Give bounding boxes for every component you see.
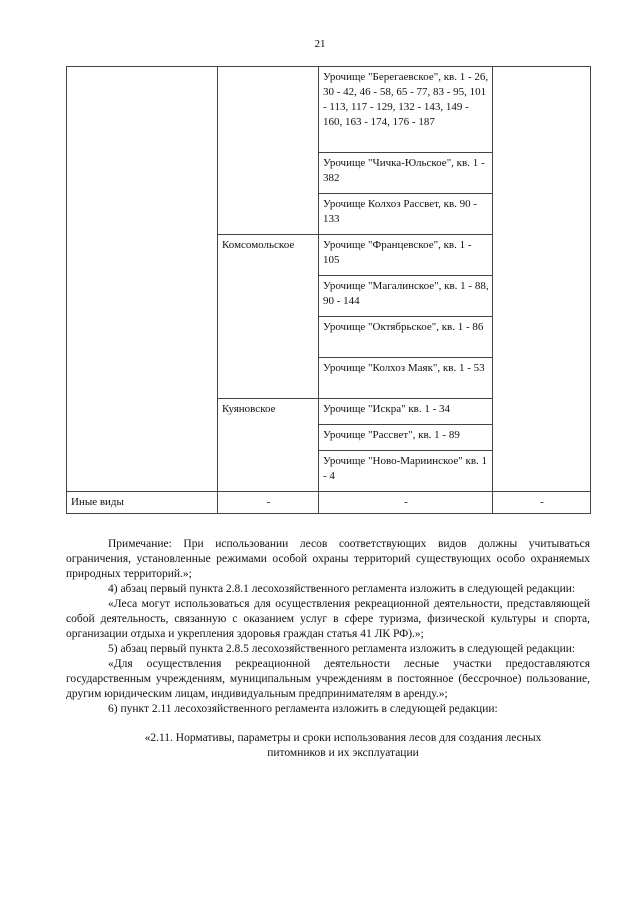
table-cell-type — [67, 67, 218, 492]
section-heading — [66, 731, 590, 761]
page-number: 21 — [314, 38, 326, 50]
table-cell-tract: Урочище Колхоз Рассвет, кв. 90 - 133 — [319, 194, 493, 235]
amendment-paragraph: 5) абзац первый пункта 2.8.5 лесохозяйственного регламента изложить в следующей редакции: — [108, 643, 576, 655]
table-cell-tract: Урочище "Колхоз Маяк", кв. 1 - 53 — [319, 358, 493, 399]
table-cell-type: Иные виды — [67, 492, 218, 514]
table-cell-tract: Урочище "Рассвет", кв. 1 - 89 — [319, 425, 493, 451]
table-cell-tract: Урочище "Октябрьское", кв. 1 - 86 — [319, 317, 493, 358]
quoted-paragraph: «Леса могут использоваться для осуществления рекреационной деятельности, представляющей собой деятельность, связанную с оказанием услуг в сфере туризма, физической культуры и спорта, организации отдыха и укрепления здоровья граждан статья 41 ЛК РФ).»; — [66, 598, 590, 640]
table-cell-tract: Урочище "Искра" кв. 1 - 34 — [319, 399, 493, 425]
amendment-paragraph: 6) пункт 2.11 лесохозяйственного регламента изложить в следующей редакции: — [108, 703, 498, 715]
quoted-paragraph: «Для осуществления рекреационной деятельности лесные участки предоставляются государственным учреждениям, муниципальным учреждениям в постоянное (бессрочное) пользование, другим юридическим лицам, индивидуальным предпринимателям в аренду.»; — [66, 658, 590, 700]
table-cell-district: Куяновское — [218, 399, 319, 492]
table-cell-tract: Урочище "Францевское", кв. 1 - 105 — [319, 235, 493, 276]
table-cell-tract: Урочище "Ново-Мариинское" кв. 1 - 4 — [319, 451, 493, 492]
section-heading-line: «2.11. Нормативы, параметры и сроки использования лесов для создания лесных — [144, 732, 542, 744]
table-cell-dash: - — [218, 492, 319, 514]
table-row — [67, 67, 591, 153]
table-cell-district: Комсомольское — [218, 235, 319, 399]
table-cell-dash: - — [493, 492, 591, 514]
table-cell-tract: Урочище "Берегаевское", кв. 1 - 26, 30 - 42, 46 - 58, 65 - 77, 83 - 95, 101 - 113, 117 - 129, 132 - 143, 149 - 160, 163 - 174, 176 - 187 — [319, 67, 493, 153]
table-cell-tract: Урочище "Магалинское", кв. 1 - 88, 90 - 144 — [319, 276, 493, 317]
note-paragraph: Примечание: При использовании лесов соответствующих видов должны учитываться ограничения, установленные режимами особой охраны территорий существующих особо охраняемых природных территорий.»; — [66, 538, 590, 580]
table-cell-tract: Урочище "Чичка-Юльское", кв. 1 - 382 — [319, 153, 493, 194]
forest-use-table — [66, 66, 591, 514]
amendment-paragraph: 4) абзац первый пункта 2.8.1 лесохозяйственного регламента изложить в следующей редакции: — [108, 583, 576, 595]
amendments-text — [66, 537, 590, 761]
table-cell-dash: - — [319, 492, 493, 514]
section-heading-line: питомников и их эксплуатации — [267, 747, 419, 759]
table-cell-empty — [493, 67, 591, 492]
table-row — [67, 492, 591, 514]
table-cell-district — [218, 67, 319, 235]
